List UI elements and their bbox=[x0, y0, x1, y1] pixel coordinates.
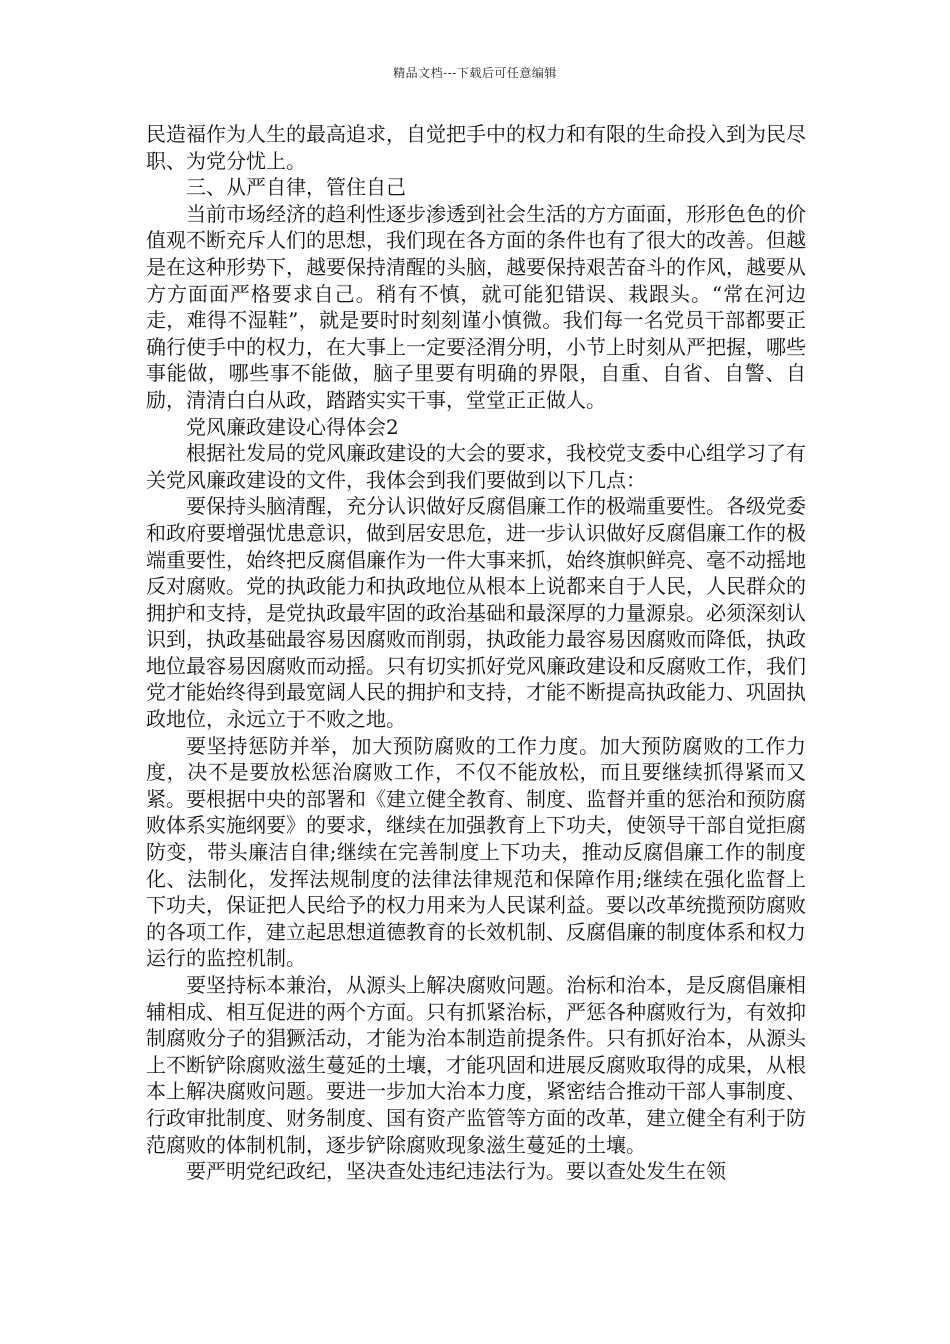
paragraph: 当前市场经济的趋利性逐步渗透到社会生活的方方面面，形形色色的价值观不断充斥人们的思想，我们现在各方面的条件也有了很大的改善。但越是在这种形势下，越要保持清醒的头脑，越要保持艰苦奋斗的作风，越要从方方面面严格要求自己。稍有不慎，就可能犯错误、栽跟头。“常在河边走，难得不湿鞋”，就是要时时刻刻谨小慎微。我们每一名党员干部都要正确行使手中的权力，在大事上一定要泾渭分明，小节上时刻从严把握，哪些事能做，哪些事不能做，脑子里要有明确的界限，自重、自省、自警、自励，清清白白从政，踏踏实实干事，堂堂正正做人。 bbox=[146, 201, 806, 412]
paragraph: 根据社发局的党风廉政建设的大会的要求，我校党支委中心组学习了有关党风廉政建设的文件，我体会到我们要做到以下几点： bbox=[146, 441, 806, 492]
document-body bbox=[146, 121, 806, 1185]
paragraph: 要保持头脑清醒，充分认识做好反腐倡廉工作的极端重要性。各级党委和政府要增强忧患意识，做到居安思危，进一步认识做好反腐倡廉工作的极端重要性，始终把反腐倡廉作为一件大事来抓，始终旗帜鲜亮、毫不动摇地反对腐败。党的执政能力和执政地位从根本上说都来自于人民，人民群众的拥护和支持，是党执政最牢固的政治基础和最深厚的力量源泉。必须深刻认识到，执政基础最容易因腐败而削弱，执政能力最容易因腐败而降低，执政地位最容易因腐败而动摇。只有切实抓好党风廉政建设和反腐败工作，我们党才能始终得到最宽阔人民的拥护和支持，才能不断提高执政能力、巩固执政地位，永远立于不败之地。 bbox=[146, 494, 806, 732]
paragraph: 要坚持惩防并举，加大预防腐败的工作力度。加大预防腐败的工作力度，决不是要放松惩治腐败工作，不仅不能放松，而且要继续抓得紧而又紧。要根据中央的部署和《建立健全教育、制度、监督并重的惩治和预防腐败体系实施纲要》的要求，继续在加强教育上下功夫，使领导干部自觉拒腐防变，带头廉洁自律;继续在完善制度上下功夫，推动反腐倡廉工作的制度化、法制化，发挥法规制度的法律法律规范和保障作用;继续在强化监督上下功夫，保证把人民给予的权力用来为人民谋利益。要以改革统揽预防腐败的各项工作，建立起思想道德教育的长效机制、反腐倡廉的制度体系和权力运行的监控机制。 bbox=[146, 733, 806, 971]
paragraph: 民造福作为人生的最高追求，自觉把手中的权力和有限的生命投入到为民尽职、为党分忧上。 bbox=[146, 122, 806, 173]
page-header: 精品文档---下载后可任意编辑 bbox=[393, 66, 557, 80]
paragraph: 要严明党纪政纪，坚决查处违纪违法行为。要以查处发生在领 bbox=[186, 1159, 726, 1184]
section-heading: 党风廉政建设心得体会2 bbox=[186, 414, 399, 439]
paragraph: 要坚持标本兼治，从源头上解决腐败问题。治标和治本，是反腐倡廉相辅相成、相互促进的两个方面。只有抓紧治标，严惩各种腐败行为，有效抑制腐败分子的猖獗活动，才能为治本制造前提条件。只有抓好治本，从源头上不断铲除腐败滋生蔓延的土壤，才能巩固和进展反腐败取得的成果，从根本上解决腐败问题。要进一步加大治本力度，紧密结合推动干部人事制度、行政审批制度、财务制度、国有资产监管等方面的改革，建立健全有利于防范腐败的体制机制，逐步铲除腐败现象滋生蔓延的土壤。 bbox=[146, 973, 806, 1157]
section-heading: 三、从严自律，管住自己 bbox=[186, 175, 406, 200]
